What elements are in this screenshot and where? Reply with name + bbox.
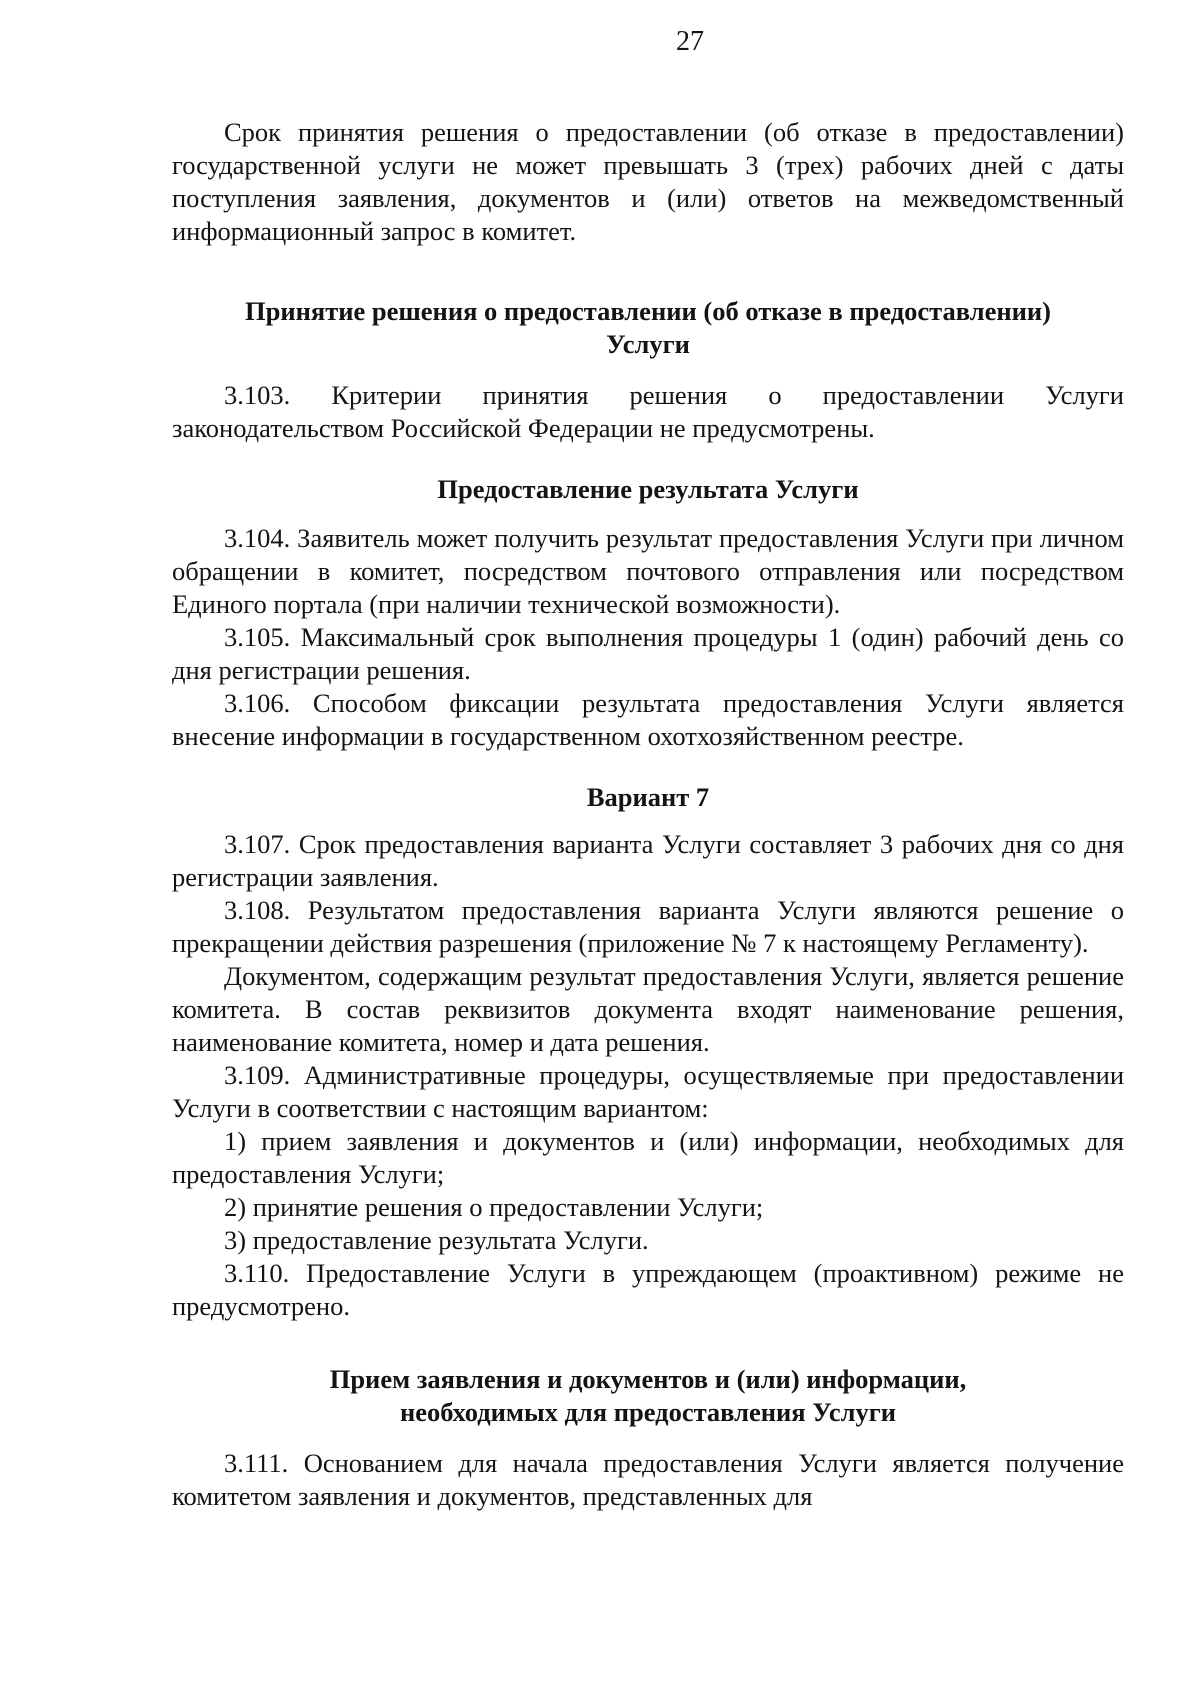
list-item-3: 3) предоставление результата Услуги. bbox=[224, 1225, 649, 1255]
list-item-1: 1) прием заявления и документов и (или) информации, необходимых для предоставления Услуги; bbox=[172, 1126, 1124, 1189]
paragraph-3-108: 3.108. Результатом предоставления варианта Услуги являются решение о прекращении действия разрешения (приложение № 7 к настоящему Регламенту). bbox=[172, 895, 1124, 958]
section-heading-decision bbox=[172, 295, 1124, 361]
heading-line: Принятие решения о предоставлении (об отказе в предоставлении) bbox=[245, 296, 1051, 326]
heading-line: Услуги bbox=[606, 329, 690, 359]
section-heading-variant-7: Вариант 7 bbox=[586, 782, 710, 812]
paragraph-result-document: Документом, содержащим результат предоставления Услуги, является решение комитета. В состав реквизитов документа входят наименование решения, наименование комитета, номер и дата решения. bbox=[172, 961, 1124, 1057]
paragraph-3-104: 3.104. Заявитель может получить результат предоставления Услуги при личном обращении в комитет, посредством почтового отправления или посредством Единого портала (при наличии технической возможности). bbox=[172, 523, 1124, 619]
paragraph-3-107: 3.107. Срок предоставления варианта Услуги составляет 3 рабочих дня со дня регистрации заявления. bbox=[172, 829, 1124, 892]
intro-paragraph: Срок принятия решения о предоставлении (об отказе в предоставлении) государственной услуги не может превышать 3 (трех) рабочих дней с даты поступления заявления, документов и (или) ответов на межведомственный информационный запрос в комитет. bbox=[172, 117, 1124, 246]
paragraph-3-105: 3.105. Максимальный срок выполнения процедуры 1 (один) рабочий день со дня регистрации решения. bbox=[172, 622, 1124, 685]
paragraph-3-106: 3.106. Способом фиксации результата предоставления Услуги является внесение информации в государственном охотхозяйственном реестре. bbox=[172, 688, 1124, 751]
paragraph-3-111: 3.111. Основанием для начала предоставления Услуги является получение комитетом заявления и документов, представленных для bbox=[172, 1448, 1124, 1511]
paragraph-3-103: 3.103. Критерии принятия решения о предоставлении Услуги законодательством Российской Федерации не предусмотрены. bbox=[172, 380, 1124, 443]
paragraph-3-109: 3.109. Административные процедуры, осуществляемые при предоставлении Услуги в соответствии с настоящим вариантом: bbox=[172, 1060, 1124, 1123]
heading-line: необходимых для предоставления Услуги bbox=[399, 1397, 897, 1427]
paragraph-3-110: 3.110. Предоставление Услуги в упреждающем (проактивном) режиме не предусмотрено. bbox=[172, 1258, 1124, 1321]
document-body bbox=[172, 116, 1124, 1513]
list-item-2: 2) принятие решения о предоставлении Услуги; bbox=[224, 1192, 764, 1222]
section-heading-result: Предоставление результата Услуги bbox=[437, 474, 859, 504]
section-heading-reception bbox=[172, 1363, 1124, 1429]
page-number: 27 bbox=[676, 26, 704, 57]
heading-line: Прием заявления и документов и (или) информации, bbox=[329, 1364, 967, 1394]
